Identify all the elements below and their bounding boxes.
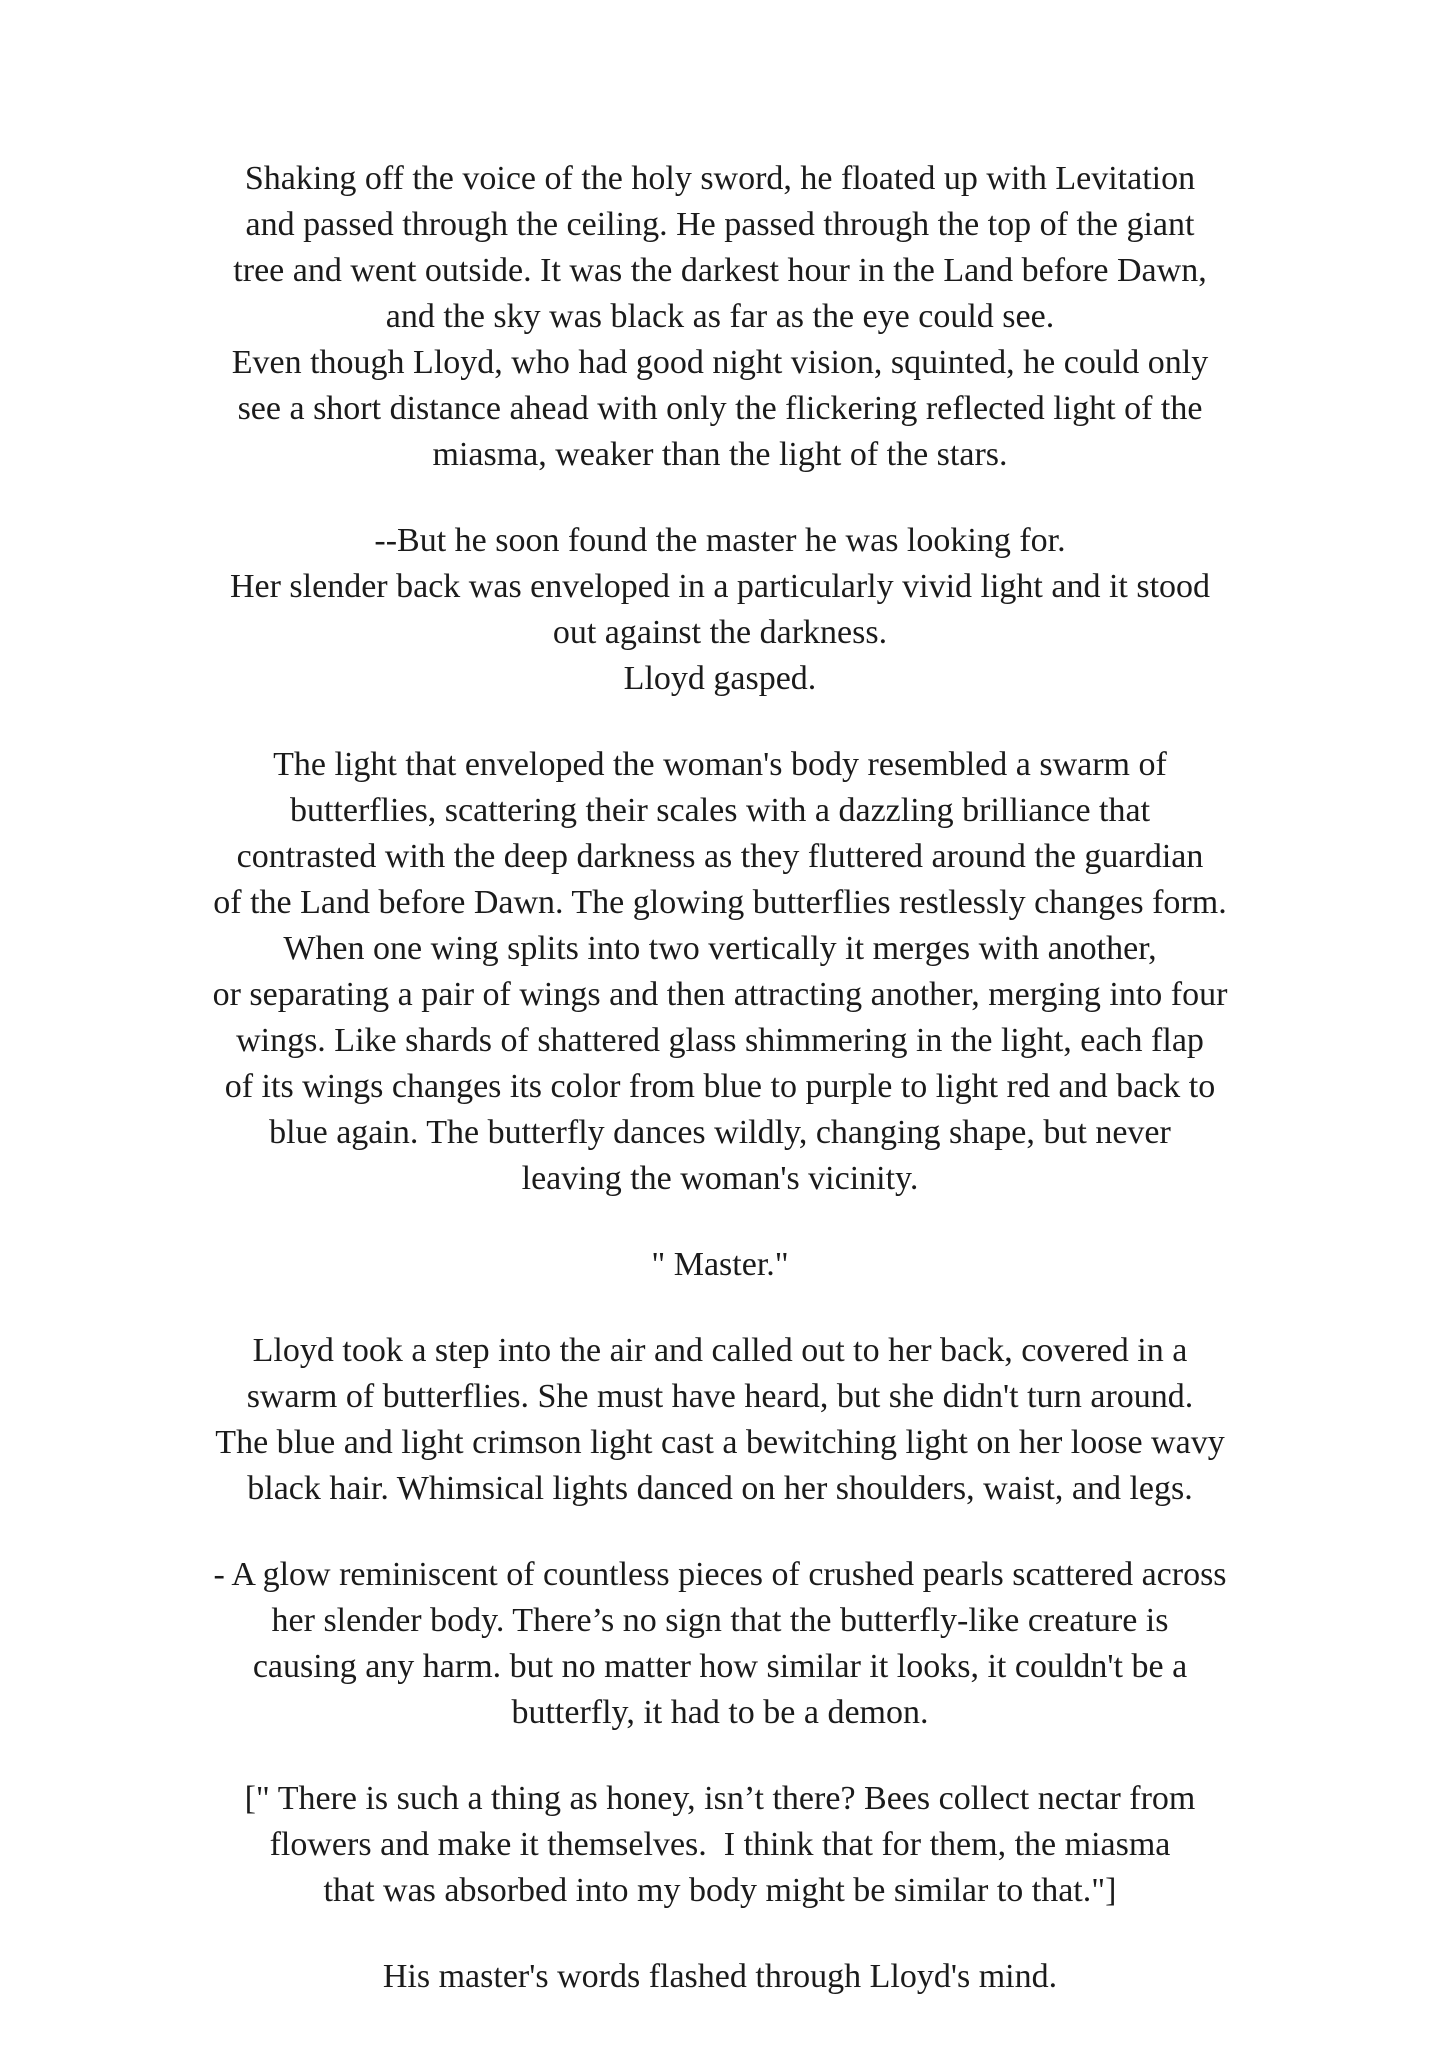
text-line: Shaking off the voice of the holy sword, he floated up with Levitation xyxy=(244,160,1196,197)
text-line: Even though Lloyd, who had good night vision, squinted, he could only xyxy=(231,344,1209,381)
text-line: butterfly, it had to be a demon. xyxy=(511,1694,929,1731)
text-line: leaving the woman's vicinity. xyxy=(521,1160,919,1197)
text-line: butterflies, scattering their scales with a dazzling brilliance that xyxy=(289,792,1151,829)
text-line: of its wings changes its color from blue to purple to light red and back to xyxy=(224,1068,1216,1105)
text-line: see a short distance ahead with only the flickering reflected light of the xyxy=(237,390,1203,427)
text-line: tree and went outside. It was the darkest hour in the Land before Dawn, xyxy=(233,252,1207,289)
text-line: The light that enveloped the woman's body resembled a swarm of xyxy=(273,746,1167,783)
text-line: wings. Like shards of shattered glass shimmering in the light, each flap xyxy=(236,1022,1204,1059)
text-line: black hair. Whimsical lights danced on her shoulders, waist, and legs. xyxy=(247,1470,1193,1507)
text-line: [" There is such a thing as honey, isn’t there? Bees collect nectar from xyxy=(244,1780,1196,1817)
text-line: His master's words flashed through Lloyd's mind. xyxy=(382,1958,1058,1995)
text-line: swarm of butterflies. She must have heard, but she didn't turn around. xyxy=(246,1378,1194,1415)
text-line: or separating a pair of wings and then attracting another, merging into four xyxy=(212,976,1228,1013)
text-line: When one wing splits into two vertically it merges with another, xyxy=(283,930,1157,967)
text-line: and passed through the ceiling. He passed through the top of the giant xyxy=(245,206,1195,243)
text-line: contrasted with the deep darkness as they fluttered around the guardian xyxy=(236,838,1204,875)
text-line: blue again. The butterfly dances wildly, changing shape, but never xyxy=(269,1114,1171,1151)
text-line: flowers and make it themselves. I think that for them, the miasma xyxy=(269,1826,1171,1863)
text-line: Lloyd gasped. xyxy=(623,660,817,697)
text-line: " Master." xyxy=(651,1246,789,1283)
text-line: causing any harm. but no matter how similar it looks, it couldn't be a xyxy=(252,1648,1188,1685)
text-line: miasma, weaker than the light of the stars. xyxy=(432,436,1008,473)
text-line: Lloyd took a step into the air and called out to her back, covered in a xyxy=(252,1332,1188,1369)
text-line: --But he soon found the master he was looking for. xyxy=(374,522,1066,559)
text-line: her slender body. There’s no sign that the butterfly-like creature is xyxy=(271,1602,1169,1639)
text-line: that was absorbed into my body might be similar to that."] xyxy=(323,1872,1117,1909)
text-line: - A glow reminiscent of countless pieces of crushed pearls scattered across xyxy=(213,1556,1227,1593)
text-line: and the sky was black as far as the eye could see. xyxy=(385,298,1055,335)
text-line: out against the darkness. xyxy=(552,614,888,651)
text-line: of the Land before Dawn. The glowing butterflies restlessly changes form. xyxy=(213,884,1227,921)
text-line: Her slender back was enveloped in a particularly vivid light and it stood xyxy=(229,568,1211,605)
text-line: The blue and light crimson light cast a bewitching light on her loose wavy xyxy=(215,1424,1225,1461)
